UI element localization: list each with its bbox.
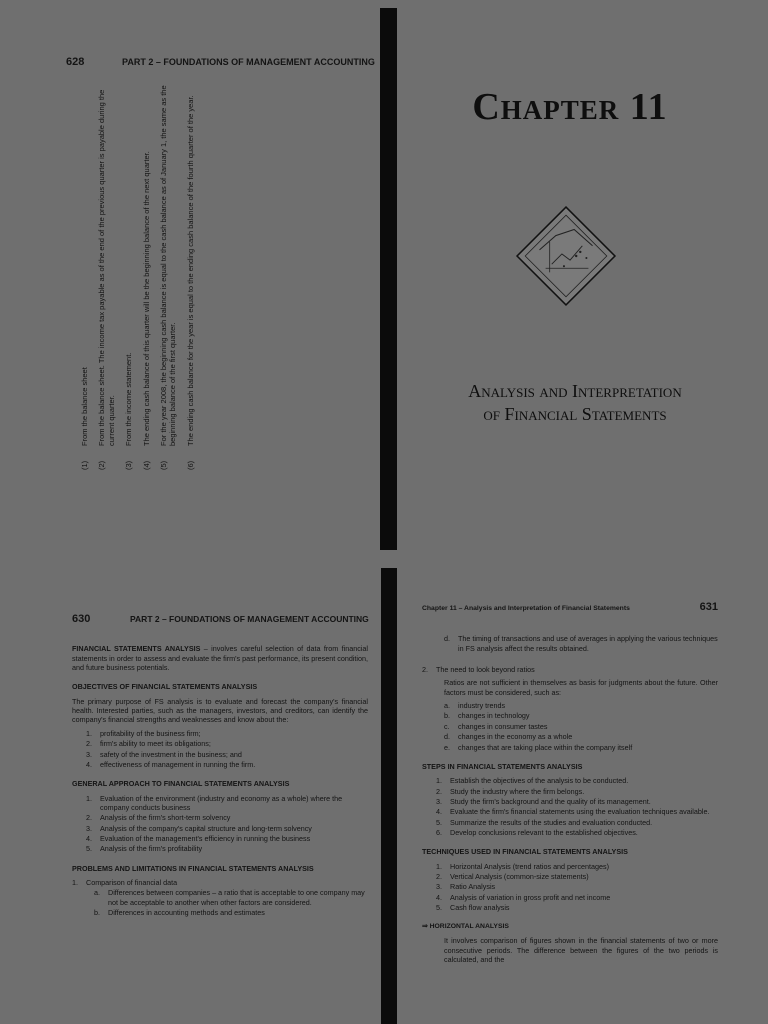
page-628-header: [66, 56, 375, 68]
list-item: 5. Cash flow analysis: [436, 903, 510, 913]
list-item: a. industry trends: [444, 701, 506, 711]
running-head-628: PART 2 – FOUNDATIONS OF MANAGEMENT ACCOUNTING: [122, 57, 375, 67]
list-item: e. changes that are taking place within the company itself: [444, 742, 633, 752]
list-item: 4. Evaluate the firm's financial statements using the evaluation techniques available.: [436, 807, 710, 817]
list-item: 2. Study the industry where the firm belongs.: [436, 786, 585, 796]
list-item: 4. effectiveness of management in running the firm.: [86, 759, 256, 769]
list-item: d. The timing of transactions and use of averages in applying the various techniques in FS analysis affect the results obtained.: [444, 634, 718, 653]
list-item: 5. Summarize the results of the studies and evaluation conducted.: [436, 817, 653, 827]
objectives-heading: OBJECTIVES OF FINANCIAL STATEMENTS ANALYSIS: [72, 682, 258, 692]
list-item: a. Differences between companies – a ratio that is acceptable to one company may not be acceptable to another when other factors are considered.: [94, 888, 365, 907]
chapter-subtitle: Analysis and Interpretation of Financial Statements: [468, 381, 682, 425]
need-paragraph: Ratios are not sufficient in themselves as basis for judgments about the future. Other factors must be considered, such as:: [444, 678, 718, 697]
rotated-notes: [80, 70, 220, 470]
techniques-heading: TECHNIQUES USED IN FINANCIAL STATEMENTS ANALYSIS: [422, 847, 628, 857]
approach-list: [86, 794, 368, 854]
problem1-sublist: [94, 888, 368, 917]
running-head-630: PART 2 – FOUNDATIONS OF MANAGEMENT ACCOUNTING: [130, 614, 369, 624]
book-spine-bottom: [381, 568, 397, 1024]
list-item: 2. Analysis of the firm's short-term solvency: [86, 813, 231, 823]
objectives-paragraph: The primary purpose of FS analysis is to evaluate and forecast the company's financial health. Interested parties, such as the managers, investors, and creditors, can identify the company's financial strengths and weaknesses and know about the:: [72, 696, 368, 725]
list-item: 1. Establish the objectives of the analysis to be conducted.: [436, 776, 629, 786]
page-number-630: 630: [72, 613, 91, 625]
note-item: (6) The ending cash balance for the year is equal to the ending cash balance of the fourth quarter of the year.: [185, 95, 195, 470]
list-item: 2. Vertical Analysis (common-size statements): [436, 872, 589, 882]
steps-list: [436, 776, 718, 837]
list-item: d. changes in the economy as a whole: [444, 732, 573, 742]
page-630-header: [72, 612, 368, 626]
list-item: b. Differences in accounting methods and estimates: [94, 908, 265, 918]
page-631-header: [422, 600, 718, 614]
list-item: 3. Ratio Analysis: [436, 882, 496, 892]
double-arrow-icon: ⇒: [422, 922, 428, 930]
factors-list: [444, 701, 718, 752]
techniques-list: [436, 862, 718, 913]
objectives-list: [86, 729, 368, 769]
list-item: c. changes in consumer tastes: [444, 721, 548, 731]
page-630: [72, 612, 368, 919]
list-item: 4. Analysis of variation in gross profit and net income: [436, 892, 611, 902]
note-item: (1) From the balance sheet: [80, 367, 89, 470]
list-item: 2. The need to look beyond ratios: [422, 665, 535, 675]
note-item: (3) From the income statement.: [124, 352, 134, 470]
horizontal-analysis-heading: ⇒ HORIZONTAL ANALYSIS: [422, 922, 509, 930]
note-item: (2) From the balance sheet. The income tax payable as of the end of the previous quarter is payable during the current quarter.: [97, 89, 116, 470]
intro-paragraph: FINANCIAL STATEMENTS ANALYSIS – involves careful selection of data from financial statements in order to assess and evaluate the firm's past performance, its present condition, and future business potentials.: [72, 644, 369, 673]
list-item: 5. Analysis of the firm's profitability: [86, 844, 203, 854]
problems-heading: PROBLEMS AND LIMITATIONS IN FINANCIAL STATEMENTS ANALYSIS: [72, 863, 314, 873]
list-item: 2. firm's ability to meet its obligations;: [86, 739, 211, 749]
list-item: b. changes in technology: [444, 711, 530, 721]
running-head-631: Chapter 11 – Analysis and Interpretation of Financial Statements: [422, 605, 630, 612]
page-631: [422, 600, 718, 968]
page-number-631: 631: [699, 601, 718, 613]
list-item: 1. Comparison of financial data: [72, 878, 178, 888]
horizontal-paragraph: It involves comparison of figures shown in the financial statements of two or more consecutive periods. The difference between the figures of the two periods is calculated, and the: [444, 936, 718, 965]
list-item: 1. Evaluation of the environment (industry and economy as a whole) where the company conducts business: [86, 793, 343, 812]
list-item: 1. Horizontal Analysis (trend ratios and percentages): [436, 861, 610, 871]
note-item: (5) For the year 2008, the beginning cash balance is equal to the cash balance as of January 1, the same as the beginning balance of the first quarter.: [158, 85, 178, 470]
list-item: 1. profitability of the business firm;: [86, 728, 201, 738]
approach-heading: GENERAL APPROACH TO FINANCIAL STATEMENTS ANALYSIS: [72, 779, 290, 789]
list-item: 3. Study the firm's background and the quality of its management.: [436, 796, 651, 806]
chapter-title: Chapter 11: [472, 86, 668, 128]
list-item: 3. safety of the investment in the business; and: [86, 749, 242, 759]
page-number-628: 628: [66, 56, 85, 68]
item-d-block: [444, 634, 718, 653]
steps-heading: STEPS IN FINANCIAL STATEMENTS ANALYSIS: [422, 761, 583, 771]
chapter-emblem-icon: [515, 205, 617, 307]
list-item: 4. Evaluation of the management's efficiency in running the business: [86, 834, 311, 844]
note-item: (4) The ending cash balance of this quarter will be the beginning balance of the next quarter.: [141, 151, 151, 470]
list-item: 6. Develop conclusions relevant to the established objectives.: [436, 828, 638, 838]
list-item: 3. Analysis of the company's capital structure and long-term solvency: [86, 823, 312, 833]
